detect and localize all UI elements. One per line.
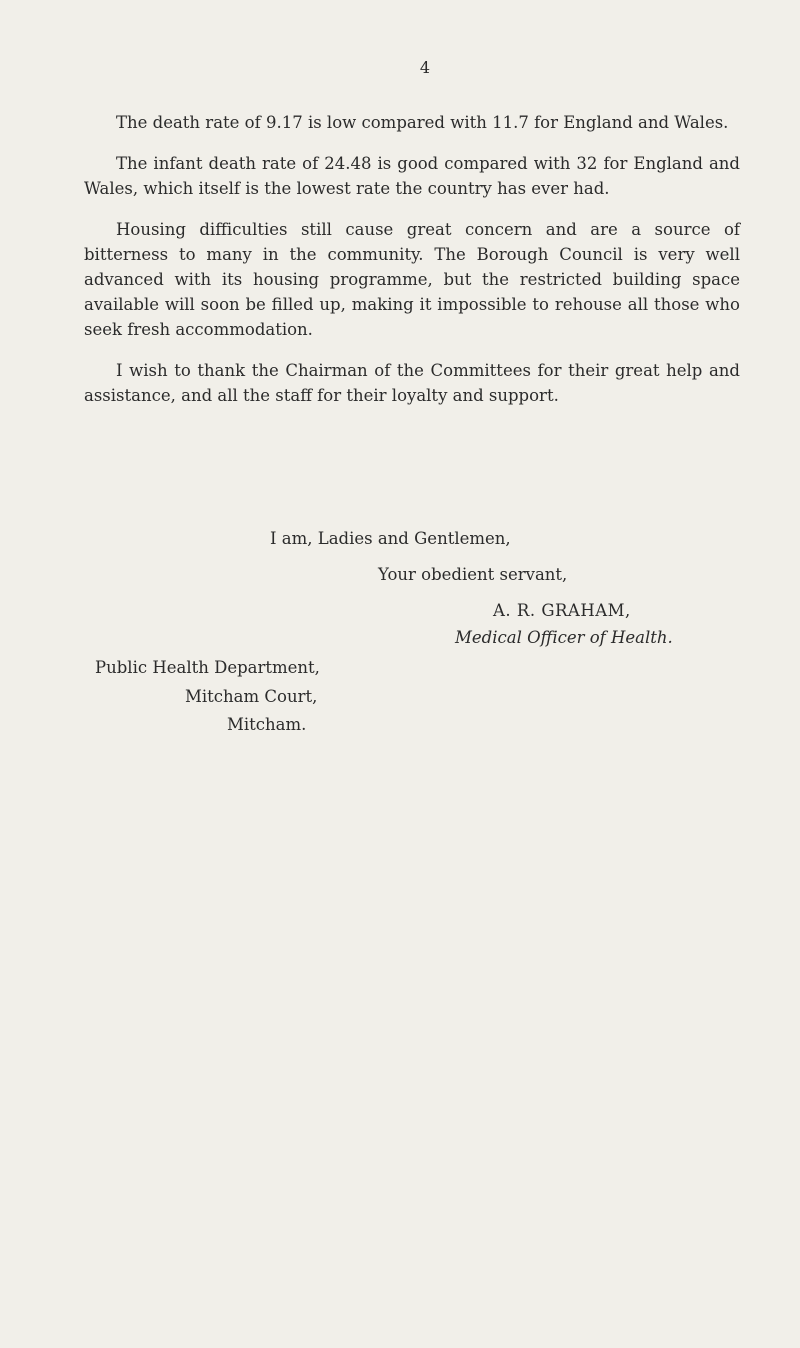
address-line-department: Public Health Department, — [95, 658, 320, 677]
signatory-name: A. R. GRAHAM, — [493, 601, 631, 620]
body-text — [84, 110, 740, 424]
page-number: 4 — [419, 58, 431, 77]
closing-greeting: I am, Ladies and Gentlemen, — [270, 529, 511, 548]
signatory-title: Medical Officer of Health. — [455, 628, 673, 647]
paragraph-infant-death-rate: The infant death rate of 24.48 is good compared with 32 for England and Wales, which itself is the lowest rate the country has ever had. — [84, 154, 740, 198]
closing-servant: Your obedient servant, — [378, 565, 568, 584]
paragraph-housing: Housing difficulties still cause great concern and are a source of bitterness to many in the community. The Borough Council is very well advanced with its housing programme, but the restricted building space available will soon be filled up, making it impossible to rehouse all those who seek fresh accommodation. — [84, 220, 740, 339]
paragraph-death-rate: The death rate of 9.17 is low compared with 11.7 for England and Wales. — [116, 113, 729, 132]
address-line-court: Mitcham Court, — [185, 687, 318, 706]
paragraph-thanks: I wish to thank the Chairman of the Committees for their great help and assistance, and all the staff for their loyalty and support. — [84, 361, 740, 405]
address-line-town: Mitcham. — [227, 715, 307, 734]
